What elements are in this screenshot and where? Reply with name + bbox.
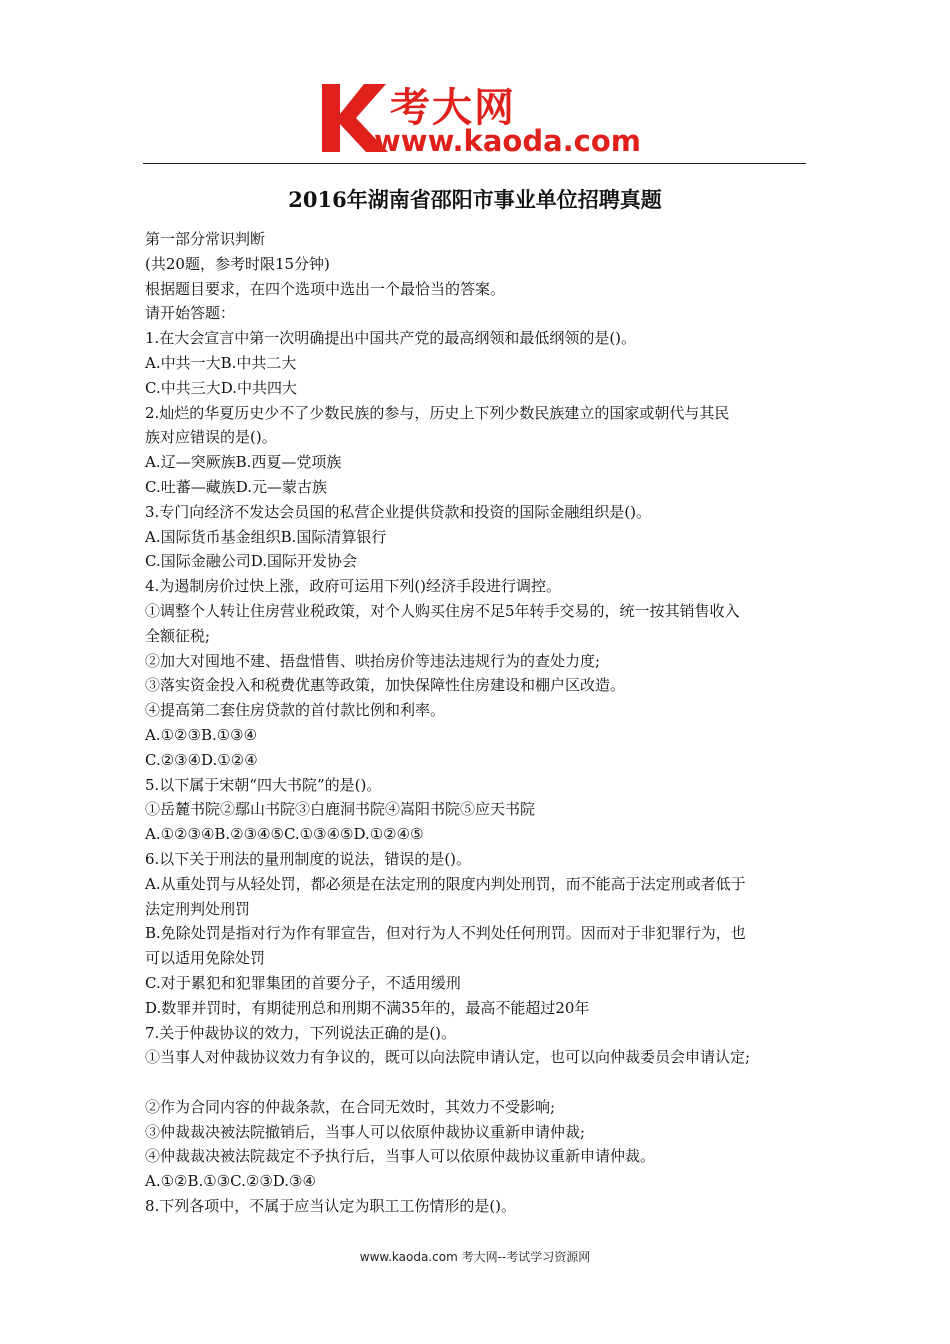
text-line: C.②③④D.①②④	[145, 750, 258, 769]
text-line: C.国际金融公司D.国际开发协会	[145, 552, 357, 571]
text-line: 6.以下关于刑法的量刑制度的说法，错误的是()。	[145, 849, 472, 868]
text-line: ③仲裁裁决被法院撤销后，当事人可以依原仲裁协议重新申请仲裁;	[145, 1122, 586, 1141]
document-body	[145, 227, 817, 1219]
text-line: A.①②③B.①③④	[145, 725, 258, 744]
text-line: A.①②B.①③C.②③D.③④	[145, 1172, 316, 1191]
text-line: 族对应错误的是()。	[145, 428, 277, 447]
kaoda-logo	[318, 80, 648, 160]
blank-line	[145, 1070, 817, 1095]
text-line: 可以适用免除处罚	[145, 949, 266, 968]
text-line: C.中共三大D.中共四大	[145, 378, 297, 397]
text-line: 第一部分常识判断	[145, 230, 266, 248]
text-line: B.免除处罚是指对行为作有罪宣告，但对行为人不判处任何刑罚。因而对于非犯罪行为，也	[145, 924, 746, 943]
text-line: ④提高第二套住房贷款的首付款比例和利率。	[145, 701, 446, 720]
text-line: 5.以下属于宋朝“四大书院”的是()。	[145, 775, 382, 794]
text-line: C.吐蕃—藏族D.元—蒙古族	[145, 477, 327, 496]
text-line: ①调整个人转让住房营业税政策，对个人购买住房不足5年转手交易的，统一按其销售收入	[145, 601, 740, 620]
text-line: ①岳麓书院②鄢山书院③白鹿洞书院④嵩阳书院⑤应天书院	[145, 800, 536, 819]
logo-url-text: www.kaoda.com	[374, 124, 641, 158]
text-line: ③落实资金投入和税费优惠等政策，加快保障性住房建设和棚户区改造。	[145, 676, 626, 695]
page-footer: www.kaoda.com 考大网--考试学习资源网	[359, 1250, 591, 1264]
text-line: ④仲裁裁决被法院裁定不予执行后，当事人可以依原仲裁协议重新申请仲裁。	[145, 1147, 656, 1166]
text-line: 7.关于仲裁协议的效力，下列说法正确的是()。	[145, 1023, 457, 1042]
text-line: A.国际货币基金组织B.国际清算银行	[145, 527, 387, 546]
text-line: 4.为遏制房价过快上涨，政府可运用下列()经济手段进行调控。	[145, 577, 562, 596]
text-line: A.中共一大B.中共二大	[145, 353, 297, 372]
text-line: A.辽—突厥族B.西夏—党项族	[145, 453, 342, 472]
text-line: 全额征税;	[145, 626, 211, 645]
text-line: (共20题，参考时限15分钟)	[145, 254, 330, 273]
text-line: 1.在大会宣言中第一次明确提出中国共产党的最高纲领和最低纲领的是()。	[145, 329, 637, 348]
header-divider	[143, 163, 806, 164]
text-line: 根据题目要求，在四个选项中选出一个最恰当的答案。	[145, 279, 506, 298]
text-line: ①当事人对仲裁协议效力有争议的，既可以向法院申请认定，也可以向仲裁委员会申请认定;	[145, 1048, 751, 1067]
text-line: A.①②③④B.②③④⑤C.①③④⑤D.①②④⑤	[145, 825, 424, 844]
text-line: ②加大对囤地不建、捂盘惜售、哄抬房价等违法违规行为的查处力度;	[145, 651, 601, 670]
text-line: D.数罪并罚时，有期徒刑总和刑期不满35年的，最高不能超过20年	[145, 998, 590, 1017]
text-line: 请开始答题：	[145, 304, 236, 323]
page-title: 2016年湖南省邵阳市事业单位招聘真题	[288, 187, 662, 212]
text-line: 2.灿烂的华夏历史少不了少数民族的参与，历史上下列少数民族建立的国家或朝代与其民	[145, 403, 730, 422]
text-line: A.从重处罚与从轻处罚，都必须是在法定刑的限度内判处刑罚，而不能高于法定刑或者低于	[145, 874, 746, 893]
logo-brand-text: 考大网	[390, 85, 516, 131]
text-line: 法定刑判处刑罚	[145, 899, 251, 918]
text-line: C.对于累犯和犯罪集团的首要分子，不适用缓刑	[145, 973, 461, 992]
text-line: ②作为合同内容的仲裁条款，在合同无效时，其效力不受影响;	[145, 1097, 556, 1116]
text-line: 8.下列各项中，不属于应当认定为职工工伤情形的是()。	[145, 1197, 517, 1216]
text-line: 3.专门向经济不发达会员国的私营企业提供贷款和投资的国际金融组织是()。	[145, 502, 652, 521]
